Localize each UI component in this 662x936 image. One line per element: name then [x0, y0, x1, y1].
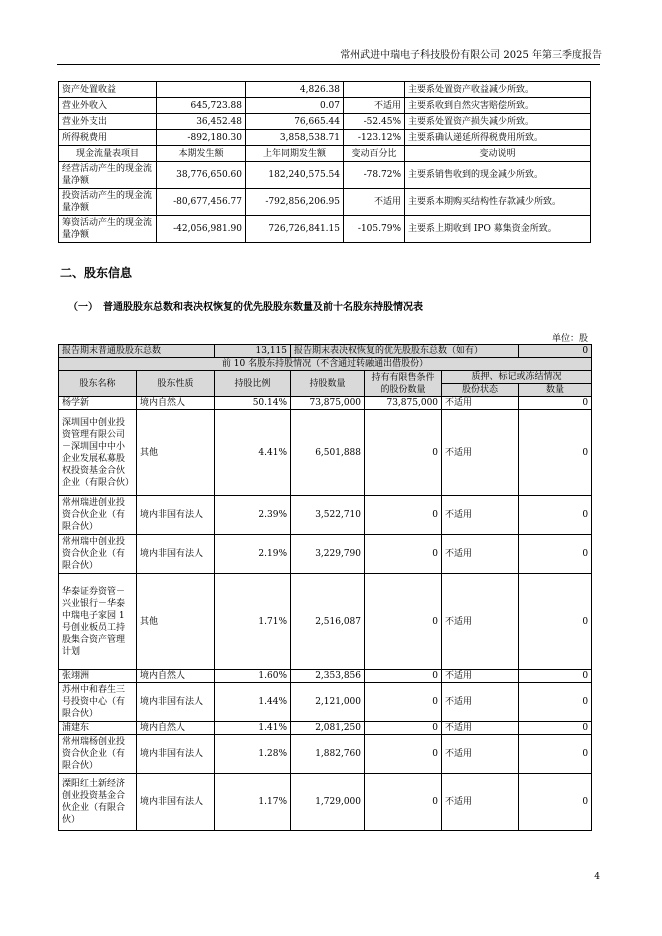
- summary-row: [59, 345, 592, 358]
- preferred-holders-label: 报告期末表决权恢复的优先股股东总数（如有）: [291, 345, 519, 358]
- row-change: -105.79%: [344, 216, 405, 243]
- row-reason: 主要系确认递延所得税费用所致。: [405, 130, 591, 146]
- row-name: 所得税费用: [59, 130, 157, 146]
- holder-ratio: 50.14%: [215, 397, 291, 410]
- holder-count: 0: [519, 410, 592, 496]
- page-number: 4: [594, 872, 600, 882]
- holder-status: 不适用: [442, 496, 519, 535]
- holder-nature: 境内非国有法人: [137, 496, 215, 535]
- row-prior: 726,726,841.15: [246, 216, 344, 243]
- column-header-row: [59, 371, 592, 384]
- holder-restricted: 0: [365, 683, 442, 722]
- holder-qty: 3,522,710: [291, 496, 365, 535]
- row-name: 经营活动产生的现金流量净额: [59, 162, 157, 189]
- holder-ratio: 4.41%: [215, 410, 291, 496]
- holder-ratio: 1.71%: [215, 574, 291, 670]
- holder-qty: 1,729,000: [291, 774, 365, 831]
- col-header-status: 股份状态: [442, 384, 519, 397]
- holder-status: 不适用: [442, 410, 519, 496]
- col-header-pledge: 质押、标记或冻结情况: [442, 371, 592, 384]
- holder-restricted: 0: [365, 574, 442, 670]
- col-header-qty: 持股数量: [291, 371, 365, 397]
- row-name: 营业外收入: [59, 98, 157, 114]
- holder-status: 不适用: [442, 683, 519, 722]
- row-current: 645,723.88: [157, 98, 246, 114]
- row-prior: 4,826.38: [246, 82, 344, 98]
- table-row: [59, 162, 591, 189]
- income-cashflow-table: [58, 81, 591, 243]
- holder-count: 0: [519, 574, 592, 670]
- holder-restricted: 0: [365, 496, 442, 535]
- row-reason: 主要系处置资产损失减少所致。: [405, 114, 591, 130]
- holder-qty: 3,229,790: [291, 535, 365, 574]
- row-change: [344, 82, 405, 98]
- holder-restricted: 0: [365, 410, 442, 496]
- holder-qty: 73,875,000: [291, 397, 365, 410]
- holder-ratio: 1.41%: [215, 722, 291, 735]
- holder-name: 常州瑞杨创业投资合伙企业（有限合伙）: [59, 735, 137, 774]
- holder-ratio: 1.28%: [215, 735, 291, 774]
- holder-status: 不适用: [442, 774, 519, 831]
- holder-qty: 2,081,250: [291, 722, 365, 735]
- row-current: -892,180.30: [157, 130, 246, 146]
- holder-qty: 6,501,888: [291, 410, 365, 496]
- holder-ratio: 2.39%: [215, 496, 291, 535]
- holder-nature: 境内自然人: [137, 722, 215, 735]
- holder-restricted: 0: [365, 722, 442, 735]
- row-change: -123.12%: [344, 130, 405, 146]
- row-current: -42,056,981.90: [157, 216, 246, 243]
- table-row: [59, 98, 591, 114]
- section-subtitle: （一） 普通股股东总数和表决权恢复的优先股股东数量及前十名股东持股情况表: [68, 302, 423, 313]
- holder-qty: 1,882,760: [291, 735, 365, 774]
- shareholder-table: [58, 344, 592, 831]
- row-change: 不适用: [344, 98, 405, 114]
- holder-restricted: 0: [365, 535, 442, 574]
- holder-restricted: 0: [365, 735, 442, 774]
- holder-count: 0: [519, 670, 592, 683]
- holder-qty: 2,516,087: [291, 574, 365, 670]
- holder-nature: 其他: [137, 410, 215, 496]
- table-row: [59, 535, 592, 574]
- preferred-holders-value: 0: [519, 345, 592, 358]
- holder-status: 不适用: [442, 670, 519, 683]
- table-row: [59, 216, 591, 243]
- common-holders-value: 13,115: [215, 345, 291, 358]
- holder-status: 不适用: [442, 574, 519, 670]
- holder-count: 0: [519, 722, 592, 735]
- table-row: [59, 130, 591, 146]
- row-prior: 0.07: [246, 98, 344, 114]
- unit-label: 单位：股: [551, 334, 588, 344]
- holder-count: 0: [519, 683, 592, 722]
- holder-nature: 境内自然人: [137, 397, 215, 410]
- holder-nature: 境内非国有法人: [137, 774, 215, 831]
- col-header-nature: 股东性质: [137, 371, 215, 397]
- row-reason: 主要系销售收到的现金减少所致。: [405, 162, 591, 189]
- table-row: [59, 670, 592, 683]
- row-prior: 182,240,575.54: [246, 162, 344, 189]
- row-current: [157, 82, 246, 98]
- row-prior: 76,665.44: [246, 114, 344, 130]
- holder-name: 常州瑞中创业投资合伙企业（有限合伙）: [59, 535, 137, 574]
- table-row: [59, 722, 592, 735]
- holder-count: 0: [519, 774, 592, 831]
- holder-ratio: 1.44%: [215, 683, 291, 722]
- holder-status: 不适用: [442, 535, 519, 574]
- col-header-restricted: 持有有限售条件的股份数量: [365, 371, 442, 397]
- holder-ratio: 1.60%: [215, 670, 291, 683]
- section-title: 二、股东信息: [60, 266, 133, 280]
- col-header-item: 现金流量表项目: [59, 146, 157, 162]
- holder-name: 常州瑞进创业投资合伙企业（有限合伙）: [59, 496, 137, 535]
- col-header-reason: 变动说明: [405, 146, 591, 162]
- row-change: -52.45%: [344, 114, 405, 130]
- holder-name: 浦建东: [59, 722, 137, 735]
- table-row: [59, 397, 592, 410]
- holder-qty: 2,353,856: [291, 670, 365, 683]
- holder-restricted: 0: [365, 670, 442, 683]
- row-reason: 主要系上期收到 IPO 募集资金所致。: [405, 216, 591, 243]
- holder-count: 0: [519, 735, 592, 774]
- holder-ratio: 1.17%: [215, 774, 291, 831]
- holder-ratio: 2.19%: [215, 535, 291, 574]
- holder-nature: 其他: [137, 574, 215, 670]
- holder-name: 杨学新: [59, 397, 137, 410]
- holder-count: 0: [519, 535, 592, 574]
- row-reason: 主要系处置资产收益减少所致。: [405, 82, 591, 98]
- row-current: 38,776,650.60: [157, 162, 246, 189]
- holder-status: 不适用: [442, 735, 519, 774]
- col-header-change: 变动百分比: [344, 146, 405, 162]
- holder-count: 0: [519, 496, 592, 535]
- table-row: [59, 683, 592, 722]
- holder-status: 不适用: [442, 397, 519, 410]
- report-header-title: 常州武进中瑞电子科技股份有限公司 2025 年第三季度报告: [340, 50, 602, 61]
- table-row: [59, 774, 592, 831]
- row-current: -80,677,456.77: [157, 189, 246, 216]
- row-change: -78.72%: [344, 162, 405, 189]
- col-header-prior: 上年同期发生额: [246, 146, 344, 162]
- col-header-current: 本期发生额: [157, 146, 246, 162]
- col-header-count: 数量: [519, 384, 592, 397]
- table-row: [59, 496, 592, 535]
- holder-restricted: 0: [365, 774, 442, 831]
- col-header-name: 股东名称: [59, 371, 137, 397]
- row-reason: 主要系收到自然灾害赔偿所致。: [405, 98, 591, 114]
- header-rule: [57, 64, 600, 65]
- top10-title-row: [59, 358, 592, 371]
- holder-nature: 境内非国有法人: [137, 535, 215, 574]
- table-row: [59, 574, 592, 670]
- holder-name: 苏州中和春生三号投资中心（有限合伙）: [59, 683, 137, 722]
- table-row: [59, 82, 591, 98]
- row-current: 36,452.48: [157, 114, 246, 130]
- holder-name: 深圳国中创业投资管理有限公司－深圳国中中小企业发展私募股权投资基金合伙企业（有限合伙）: [59, 410, 137, 496]
- row-name: 营业外支出: [59, 114, 157, 130]
- row-name: 投资活动产生的现金流量净额: [59, 189, 157, 216]
- row-name: 筹资活动产生的现金流量净额: [59, 216, 157, 243]
- table-row: [59, 114, 591, 130]
- holder-count: 0: [519, 397, 592, 410]
- holder-status: 不适用: [442, 722, 519, 735]
- common-holders-label: 报告期末普通股股东总数: [59, 345, 215, 358]
- holder-nature: 境内非国有法人: [137, 735, 215, 774]
- row-prior: -792,856,206.95: [246, 189, 344, 216]
- holder-nature: 境内非国有法人: [137, 683, 215, 722]
- holder-name: 华泰证券资管－兴业银行－华泰中瑞电子家园 1 号创业板员工持股集合资产管理计划: [59, 574, 137, 670]
- row-prior: 3,858,538.71: [246, 130, 344, 146]
- row-change: 不适用: [344, 189, 405, 216]
- holder-qty: 2,121,000: [291, 683, 365, 722]
- table-row: [59, 189, 591, 216]
- row-reason: 主要系本期购买结构性存款减少所致。: [405, 189, 591, 216]
- cashflow-header-row: [59, 146, 591, 162]
- top10-title: 前 10 名股东持股情况（不含通过转融通出借股份）: [59, 358, 592, 371]
- holder-name: 溧阳红土新经济创业投资基金合伙企业（有限合伙）: [59, 774, 137, 831]
- table-row: [59, 410, 592, 496]
- row-name: 资产处置收益: [59, 82, 157, 98]
- holder-name: 张翊洲: [59, 670, 137, 683]
- holder-nature: 境内自然人: [137, 670, 215, 683]
- holder-restricted: 73,875,000: [365, 397, 442, 410]
- col-header-ratio: 持股比例: [215, 371, 291, 397]
- table-row: [59, 735, 592, 774]
